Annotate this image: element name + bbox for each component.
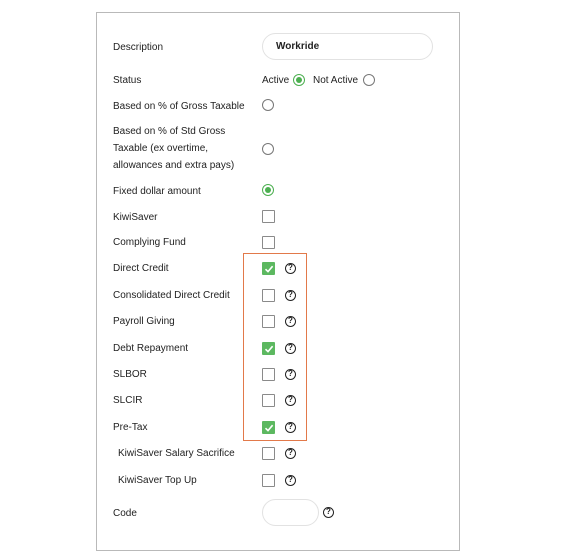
- checkbox-label-consolidated-direct-credit: Consolidated Direct Credit: [113, 290, 230, 301]
- std-gross-label-line3: allowances and extra pays): [113, 160, 235, 171]
- consolidated-direct-credit-help-icon[interactable]: ?: [285, 290, 296, 301]
- debt-repayment-checkbox[interactable]: [262, 342, 275, 355]
- description-value: Workride: [276, 41, 320, 52]
- fixed-dollar-label: Fixed dollar amount: [113, 186, 201, 197]
- status-active-label: Active: [262, 75, 290, 86]
- checkmark-icon: [264, 264, 274, 274]
- checkbox-label-complying-fund: Complying Fund: [113, 237, 186, 248]
- code-input[interactable]: [262, 499, 319, 526]
- std-gross-radio[interactable]: [262, 143, 274, 155]
- kiwisaver-top-up-help-icon[interactable]: ?: [285, 475, 296, 486]
- gross-taxable-radio[interactable]: [262, 99, 274, 111]
- gross-taxable-label: Based on % of Gross Taxable: [113, 101, 245, 112]
- checkbox-label-payroll-giving: Payroll Giving: [113, 316, 175, 327]
- kiwisaver-top-up-checkbox[interactable]: [262, 474, 275, 487]
- slcir-checkbox[interactable]: [262, 394, 275, 407]
- complying-fund-checkbox[interactable]: [262, 236, 275, 249]
- direct-credit-help-icon[interactable]: ?: [285, 263, 296, 274]
- kiwisaver-salary-sacrifice-help-icon[interactable]: ?: [285, 448, 296, 459]
- description-label: Description: [113, 42, 164, 53]
- direct-credit-checkbox[interactable]: [262, 262, 275, 275]
- payroll-giving-help-icon[interactable]: ?: [285, 316, 296, 327]
- slcir-help-icon[interactable]: ?: [285, 395, 296, 406]
- std-gross-label-line1: Based on % of Std Gross: [113, 126, 226, 137]
- checkmark-icon: [264, 423, 274, 433]
- checkbox-label-pre-tax: Pre-Tax: [113, 422, 148, 433]
- checkbox-label-kiwisaver-top-up: KiwiSaver Top Up: [118, 475, 197, 486]
- status-label: Status: [113, 75, 142, 86]
- pre-tax-help-icon[interactable]: ?: [285, 422, 296, 433]
- slbor-help-icon[interactable]: ?: [285, 369, 296, 380]
- kiwisaver-salary-sacrifice-checkbox[interactable]: [262, 447, 275, 460]
- pre-tax-checkbox[interactable]: [262, 421, 275, 434]
- kiwisaver-checkbox[interactable]: [262, 210, 275, 223]
- checkbox-label-kiwisaver-salary-sacrifice: KiwiSaver Salary Sacrifice: [118, 448, 235, 459]
- highlight-box: [243, 253, 307, 441]
- consolidated-direct-credit-checkbox[interactable]: [262, 289, 275, 302]
- checkbox-label-slbor: SLBOR: [113, 369, 147, 380]
- slbor-checkbox[interactable]: [262, 368, 275, 381]
- status-active-radio[interactable]: [293, 74, 305, 86]
- checkmark-icon: [264, 344, 274, 354]
- description-input[interactable]: [262, 33, 433, 60]
- code-help-icon[interactable]: ?: [323, 507, 334, 518]
- checkbox-label-direct-credit: Direct Credit: [113, 263, 169, 274]
- code-label: Code: [113, 508, 137, 519]
- fixed-dollar-radio[interactable]: [262, 184, 274, 196]
- checkbox-label-kiwisaver: KiwiSaver: [113, 212, 158, 223]
- checkbox-label-slcir: SLCIR: [113, 395, 143, 406]
- debt-repayment-help-icon[interactable]: ?: [285, 343, 296, 354]
- status-not-active-radio[interactable]: [363, 74, 375, 86]
- checkbox-label-debt-repayment: Debt Repayment: [113, 343, 189, 354]
- payroll-giving-checkbox[interactable]: [262, 315, 275, 328]
- status-not-active-label: Not Active: [313, 75, 359, 86]
- std-gross-label-line2: Taxable (ex overtime,: [113, 143, 209, 154]
